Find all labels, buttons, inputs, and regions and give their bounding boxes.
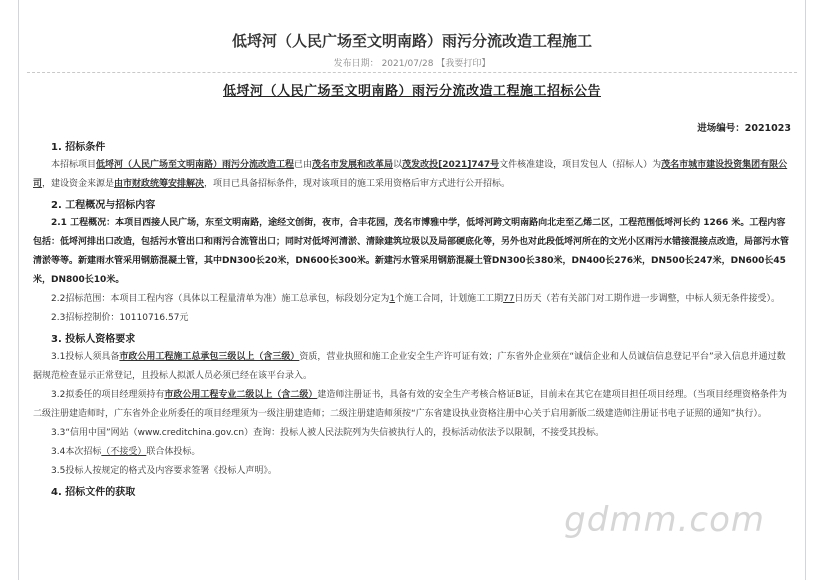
publish-meta: [19, 56, 805, 69]
section-heading: 1. 招标条件: [51, 142, 106, 153]
entry-code-label: 进场编号：: [697, 123, 745, 134]
notice-body: [33, 140, 791, 501]
section-paragraph: 3.1投标人须具备市政公用工程施工总承包三级以上（含三级）资质，营业执照和施工企业安全生产许可证有效；广东省外企业须在“诚信企业和人员诚信信息登记平台”录入信息并通过数据规范检查显示正常登记，且投标人拟派人员必须已经在该平台录入。: [33, 352, 786, 381]
section-heading: 4. 招标文件的获取: [51, 487, 136, 498]
section-heading: 3. 投标人资格要求: [51, 334, 136, 345]
section-paragraph: 3.2拟委任的项目经理须持有市政公用工程专业二级以上（含二级）建造师注册证书，具备有效的安全生产考核合格证B证，目前未在其它在建项目担任项目经理。（当项目经理资格条件为二级注册建造师时，广东省外企业所委任的项目经理须为一级注册建造师；二级注册建造师须按“广东省建设执业资格注册中心关于启用新版二级建造师注册证书电子证照的通知”执行）。: [33, 390, 788, 419]
section-paragraph: 2.3招标控制价：10110716.57元: [51, 313, 189, 323]
page-title: 低埒河（人民广场至文明南路）雨污分流改造工程施工: [231, 32, 592, 50]
watermark-logo: gdmm.com: [564, 500, 765, 540]
divider: [27, 72, 797, 73]
section-heading: 2. 工程概况与招标内容: [51, 200, 156, 211]
section-paragraph: 3.5投标人按规定的格式及内容要求签署《投标人声明》。: [51, 466, 277, 476]
section-paragraph: 2.2招标范围：本项目工程内容（具体以工程量清单为准）施工总承包，标段划分定为1个施工合同，计划施工工期77日历天（若有关部门对工期作进一步调整，中标人须无条件接受）。: [51, 294, 781, 304]
notice-title: 低埒河（人民广场至文明南路）雨污分流改造工程施工招标公告: [222, 84, 601, 99]
document-frame: [18, 0, 806, 580]
entry-code-value: 2021023: [744, 123, 791, 134]
entry-code: [697, 120, 791, 134]
section-paragraph: 3.3“信用中国”网站（www.creditchina.gov.cn）查询：投标人被人民法院列为失信被执行人的，投标活动依法予以限制，不接受其投标。: [51, 428, 605, 438]
print-link[interactable]: 【我要打印】: [436, 59, 491, 69]
publish-label: 发布日期：: [333, 59, 379, 69]
section-paragraph: 3.4本次招标（不接受）联合体投标。: [51, 447, 201, 457]
publish-date: 2021/07/28: [381, 59, 434, 69]
section-paragraph: 本招标项目低埒河（人民广场至文明南路）雨污分流改造工程已由茂名市发展和改革局以茂发改投[2021]747号文件核准建设，项目发包人（招标人）为茂名市城市建设投资集团有限公司，建设资金来源是由市财政统筹安排解决，项目已具备招标条件，现对该项目的施工采用资格后审方式进行公开招标。: [33, 160, 788, 189]
section-paragraph: 2.1 工程概况：本项目西接人民广场，东至文明南路，途经文创街，夜市，合丰花园，茂名市博雅中学，低埒河跨文明南路向北走至乙烯二区，工程范围低埒河长约 1266 米。工程内容包括：低埒河排出口改造，包括污水管出口和雨污合流管出口；同时对低埒河清淤、清除建筑垃圾以及局部硬底化等，另外也对此段低埒河所在的文光小区雨污水错接混接点改造，局部污水管清淤等等。新建雨水管采用钢筋混凝土管，其中DN300长20米，DN600长300米。新建污水管采用钢筋混凝土管DN300长380米，DN400长276米，DN500长247米，DN600长45米，DN800长10米。: [33, 218, 790, 285]
